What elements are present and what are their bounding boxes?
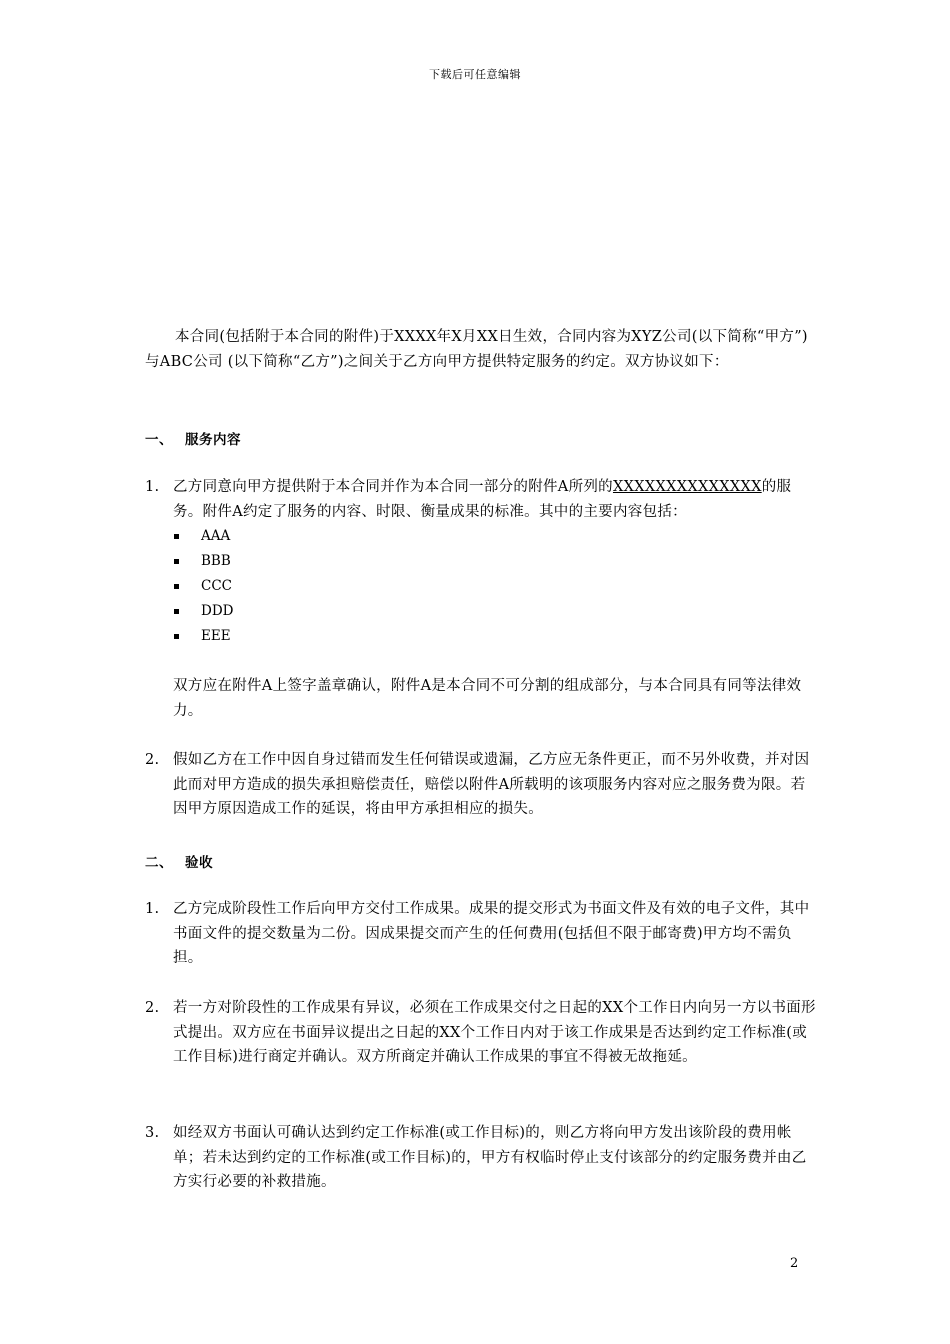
contract-intro-paragraph: 本合同(包括附于本合同的附件)于XXXX年X月XX日生效，合同内容为XYZ公司(以下简称“甲方”)与ABC公司 (以下简称“乙方”)之间关于乙方向甲方提供特定服务的约定。双方协议如下： bbox=[145, 329, 808, 370]
list-item-label: BBB bbox=[201, 553, 231, 569]
square-bullet-icon bbox=[174, 559, 179, 564]
clause-text: 乙方完成阶段性工作后向甲方交付工作成果。成果的提交形式为书面文件及有效的电子文件，其中书面文件的提交数量为二份。因成果提交而产生的任何费用(包括但不限于邮寄费)甲方均不需负担。 bbox=[173, 901, 810, 966]
acceptance-clause-2 bbox=[145, 996, 820, 1070]
list-item-label: AAA bbox=[201, 528, 231, 544]
list-item bbox=[173, 599, 233, 624]
clause-text-part: 乙方同意向甲方提供附于本合同并作为本合同一部分的附件A所列的 bbox=[173, 479, 613, 495]
square-bullet-icon bbox=[174, 584, 179, 589]
service-name-placeholder: XXXXXXXXXXXXXX bbox=[612, 479, 762, 495]
list-item-label: EEE bbox=[201, 628, 231, 644]
list-item bbox=[173, 549, 233, 574]
annex-confirmation-paragraph: 双方应在附件A上签字盖章确认，附件A是本合同不可分割的组成部分，与本合同具有同等法律效力。 bbox=[173, 678, 802, 719]
section-heading-acceptance bbox=[145, 851, 213, 871]
list-item bbox=[173, 574, 233, 599]
clause-number: 1. bbox=[145, 479, 160, 495]
clause-number: 1. bbox=[145, 901, 160, 917]
section-title: 验收 bbox=[185, 855, 213, 871]
square-bullet-icon bbox=[174, 534, 179, 539]
list-item-label: DDD bbox=[201, 603, 234, 619]
section-number: 二、 bbox=[145, 855, 173, 871]
clause-text: 若一方对阶段性的工作成果有异议，必须在工作成果交付之日起的XX个工作日内向另一方以书面形式提出。双方应在书面异议提出之日起的XX个工作日内对于该工作成果是否达到约定工作标准(或工作目标)进行商定并确认。双方所商定并确认工作成果的事宜不得被无故拖延。 bbox=[173, 1000, 816, 1065]
acceptance-clause-1 bbox=[145, 897, 820, 971]
service-clause-2 bbox=[145, 748, 820, 822]
clause-text: 假如乙方在工作中因自身过错而发生任何错误或遗漏，乙方应无条件更正，而不另外收费，并对因此而对甲方造成的损失承担赔偿责任，赔偿以附件A所载明的该项服务内容对应之服务费为限。若因甲方原因造成工作的延误，将由甲方承担相应的损失。 bbox=[173, 752, 810, 817]
service-items-list bbox=[173, 524, 233, 649]
clause-text bbox=[173, 475, 820, 524]
list-item bbox=[173, 524, 233, 549]
page-header-note: 下载后可任意编辑 bbox=[429, 68, 521, 81]
clause-text-part: 的服务。附件A约定了服务的内容、时限、衡量成果的标准。其中的主要内容包括： bbox=[173, 479, 792, 520]
section-title: 服务内容 bbox=[185, 432, 241, 448]
section-number: 一、 bbox=[145, 432, 173, 448]
clause-number: 2. bbox=[145, 1000, 160, 1016]
service-clause-1 bbox=[145, 475, 820, 524]
acceptance-clause-3 bbox=[145, 1121, 820, 1195]
clause-text: 如经双方书面认可确认达到约定工作标准(或工作目标)的，则乙方将向甲方发出该阶段的费用帐单；若未达到约定的工作标准(或工作目标)的，甲方有权临时停止支付该部分的约定服务费并由乙方实行必要的补救措施。 bbox=[173, 1125, 807, 1190]
clause-number: 3. bbox=[145, 1125, 160, 1141]
list-item bbox=[173, 624, 233, 649]
list-item-label: CCC bbox=[201, 578, 232, 594]
square-bullet-icon bbox=[174, 609, 179, 614]
square-bullet-icon bbox=[174, 634, 179, 639]
page-number: 2 bbox=[790, 1256, 799, 1271]
section-heading-service bbox=[145, 428, 241, 448]
clause-number: 2. bbox=[145, 752, 160, 768]
